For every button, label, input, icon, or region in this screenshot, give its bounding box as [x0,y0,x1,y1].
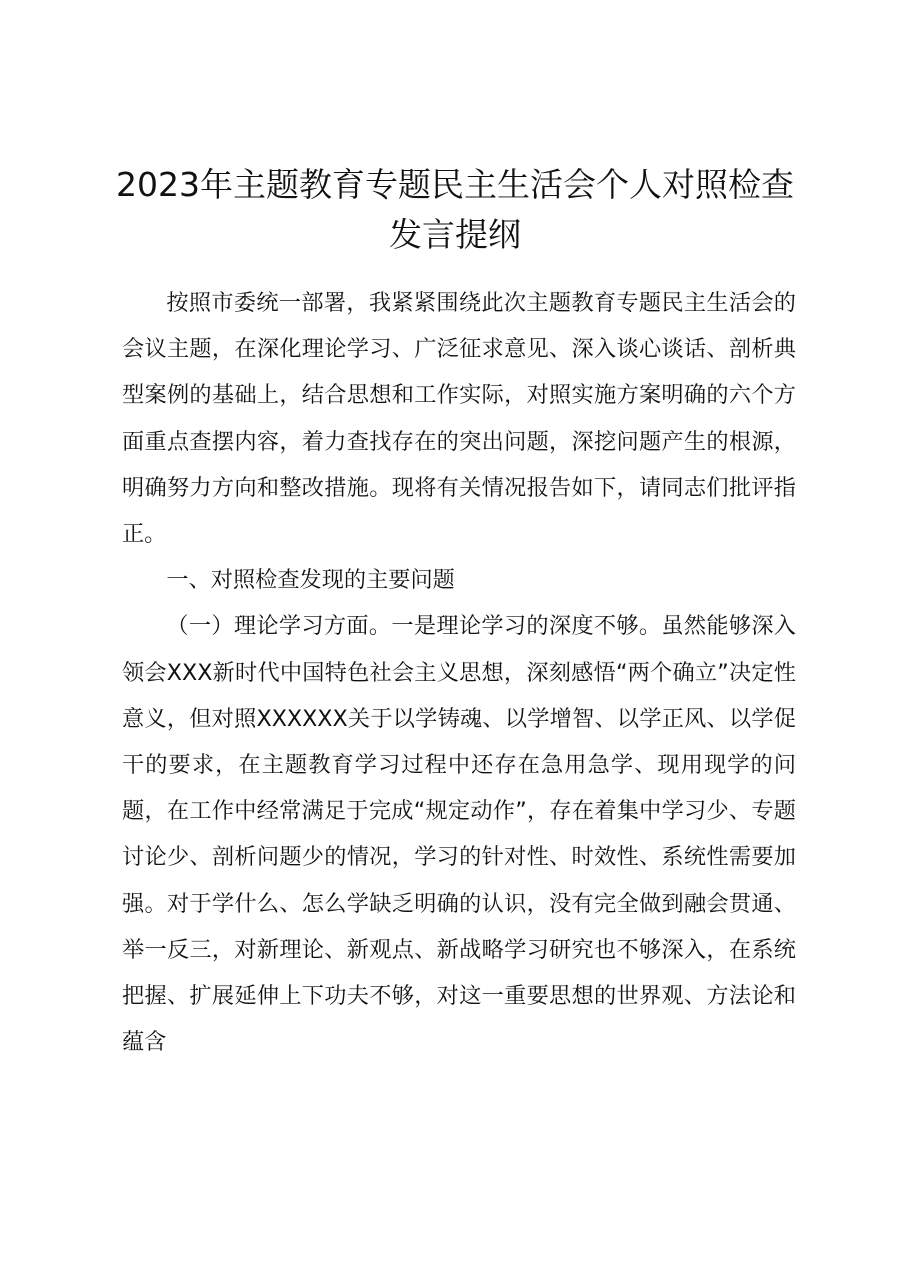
paragraph-intro: 按照市委统一部署，我紧紧围绕此次主题教育专题民主生活会的会议主题，在深化理论学习、广泛征求意见、深入谈心谈话、剖析典型案例的基础上，结合思想和工作实际，对照实施方案明确的六个方面重点查摆内容，着力查找存在的突出问题，深挖问题产生的根源，明确努力方向和整改措施。现将有关情况报告如下，请同志们批评指正。 [122,290,796,548]
document-title: 2023年主题教育专题民主生活会个人对照检查发言提纲 [116,165,794,254]
document-body [122,280,796,1065]
paragraph-theory-study: （一）理论学习方面。一是理论学习的深度不够。虽然能够深入领会XXX新时代中国特色社会主义思想，深刻感悟“两个确立”决定性意义，但对照XXXXXX关于以学铸魂、以学增智、以学正风、以学促干的要求，在主题教育学习过程中还存在急用急学、现用现学的问题，在工作中经常满足于完成“规定动作”，存在着集中学习少、专题讨论少、剖析问题少的情况，学习的针对性、时效性、系统性需要加强。对于学什么、怎么学缺乏明确的认识，没有完全做到融会贯通、举一反三，对新理论、新观点、新战略学习研究也不够深入，在系统把握、扩展延伸上下功夫不够，对这一重要思想的世界观、方法论和蕴含 [122,613,796,1056]
section-heading: 一、对照检查发现的主要问题 [166,567,455,594]
